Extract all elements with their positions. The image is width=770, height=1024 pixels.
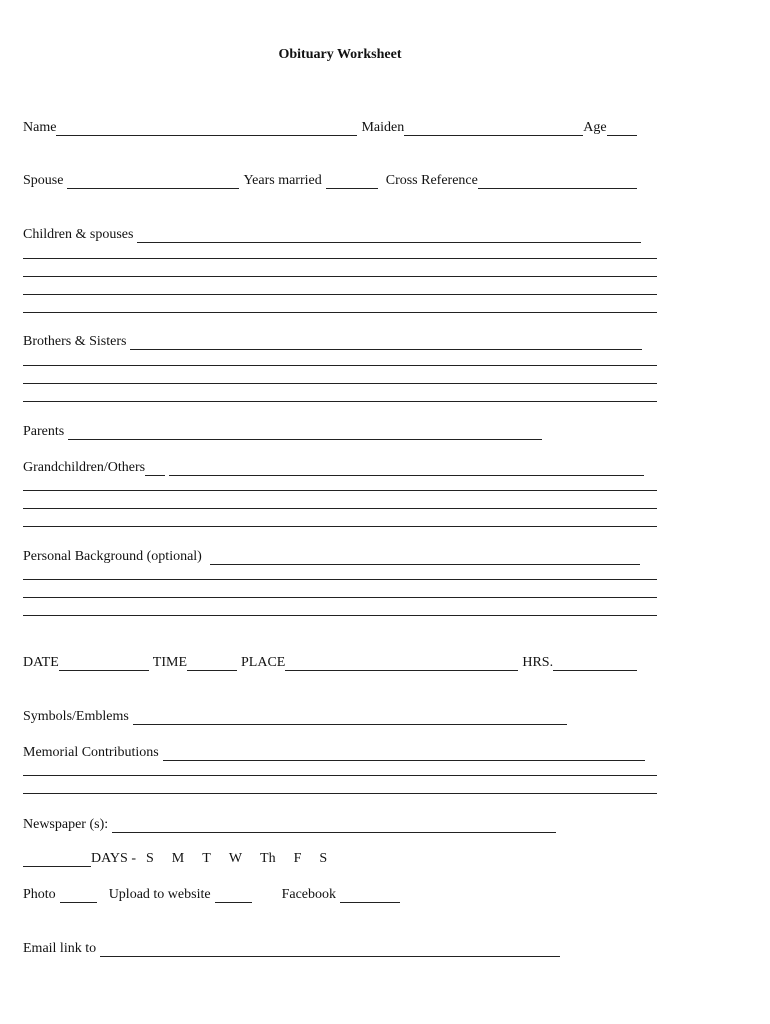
place-field[interactable] [285, 657, 518, 671]
years-married-field[interactable] [326, 175, 378, 189]
upload-website-label: Upload to website [108, 887, 211, 902]
facebook-field[interactable] [340, 889, 400, 903]
name-row [23, 118, 637, 136]
grandchildren-line[interactable] [23, 508, 657, 509]
personal-background-field[interactable] [210, 551, 640, 565]
day-thursday[interactable]: Th [260, 851, 276, 866]
days-count-field[interactable] [23, 853, 91, 867]
cross-reference-field[interactable] [478, 175, 637, 189]
hrs-field[interactable] [553, 657, 637, 671]
date-field[interactable] [59, 657, 149, 671]
days-label: DAYS - [91, 851, 136, 866]
children-spouses-field[interactable] [137, 229, 641, 243]
hrs-label: HRS. [522, 655, 554, 670]
age-label: Age [583, 120, 607, 135]
newspaper-row [23, 815, 556, 833]
time-label: TIME [152, 655, 187, 670]
day-tuesday[interactable]: T [202, 851, 211, 866]
children-line[interactable] [23, 258, 657, 259]
personal-background-label: Personal Background (optional) [23, 549, 202, 564]
years-married-label: Years married [243, 173, 322, 188]
email-link-field[interactable] [100, 943, 560, 957]
day-saturday[interactable]: S [319, 851, 328, 866]
grandchildren-line[interactable] [23, 526, 657, 527]
grandchildren-line[interactable] [23, 490, 657, 491]
siblings-line[interactable] [23, 383, 657, 384]
siblings-line[interactable] [23, 365, 657, 366]
parents-row [23, 422, 542, 440]
grandchildren-label: Grandchildren/Others [23, 460, 146, 475]
children-row [23, 225, 641, 243]
grandchildren-field[interactable] [169, 462, 644, 476]
cross-reference-label: Cross Reference [385, 173, 478, 188]
children-line[interactable] [23, 312, 657, 313]
siblings-row [23, 332, 642, 350]
day-wednesday[interactable]: W [228, 851, 243, 866]
photo-field[interactable] [60, 889, 97, 903]
background-row [23, 547, 640, 565]
memorial-line[interactable] [23, 775, 657, 776]
days-row [23, 849, 327, 867]
background-line[interactable] [23, 615, 657, 616]
children-line[interactable] [23, 276, 657, 277]
grandchildren-row [23, 458, 644, 476]
memorial-line[interactable] [23, 793, 657, 794]
background-line[interactable] [23, 597, 657, 598]
maiden-field[interactable] [404, 122, 583, 136]
background-line[interactable] [23, 579, 657, 580]
photo-label: Photo [23, 887, 56, 902]
maiden-label: Maiden [361, 120, 405, 135]
spouse-field[interactable] [67, 175, 239, 189]
upload-website-field[interactable] [215, 889, 252, 903]
email-row [23, 939, 560, 957]
siblings-line[interactable] [23, 401, 657, 402]
children-spouses-label: Children & spouses [23, 227, 134, 242]
place-label: PLACE [241, 655, 286, 670]
name-label: Name [23, 120, 57, 135]
email-link-label: Email link to [23, 941, 97, 956]
memorial-contributions-field[interactable] [163, 747, 645, 761]
time-field[interactable] [187, 657, 237, 671]
age-field[interactable] [607, 122, 637, 136]
grandchildren-short-field[interactable] [145, 462, 165, 476]
symbols-row [23, 707, 567, 725]
children-line[interactable] [23, 294, 657, 295]
service-row [23, 653, 637, 671]
parents-field[interactable] [68, 426, 542, 440]
media-row [23, 885, 400, 903]
brothers-sisters-label: Brothers & Sisters [23, 334, 127, 349]
parents-label: Parents [23, 424, 65, 439]
spouse-label: Spouse [23, 173, 64, 188]
name-field[interactable] [56, 122, 357, 136]
memorial-contributions-label: Memorial Contributions [23, 745, 159, 760]
facebook-label: Facebook [281, 887, 336, 902]
memorial-row [23, 743, 645, 761]
spouse-row [23, 171, 637, 189]
symbols-emblems-field[interactable] [133, 711, 567, 725]
date-label: DATE [23, 655, 59, 670]
newspapers-field[interactable] [112, 819, 556, 833]
symbols-emblems-label: Symbols/Emblems [23, 709, 129, 724]
page-title: Obituary Worksheet [278, 47, 402, 62]
day-friday[interactable]: F [293, 851, 302, 866]
brothers-sisters-field[interactable] [130, 336, 642, 350]
newspapers-label: Newspaper (s): [23, 817, 109, 832]
day-sunday[interactable]: S [146, 851, 154, 866]
day-monday[interactable]: M [171, 851, 185, 866]
